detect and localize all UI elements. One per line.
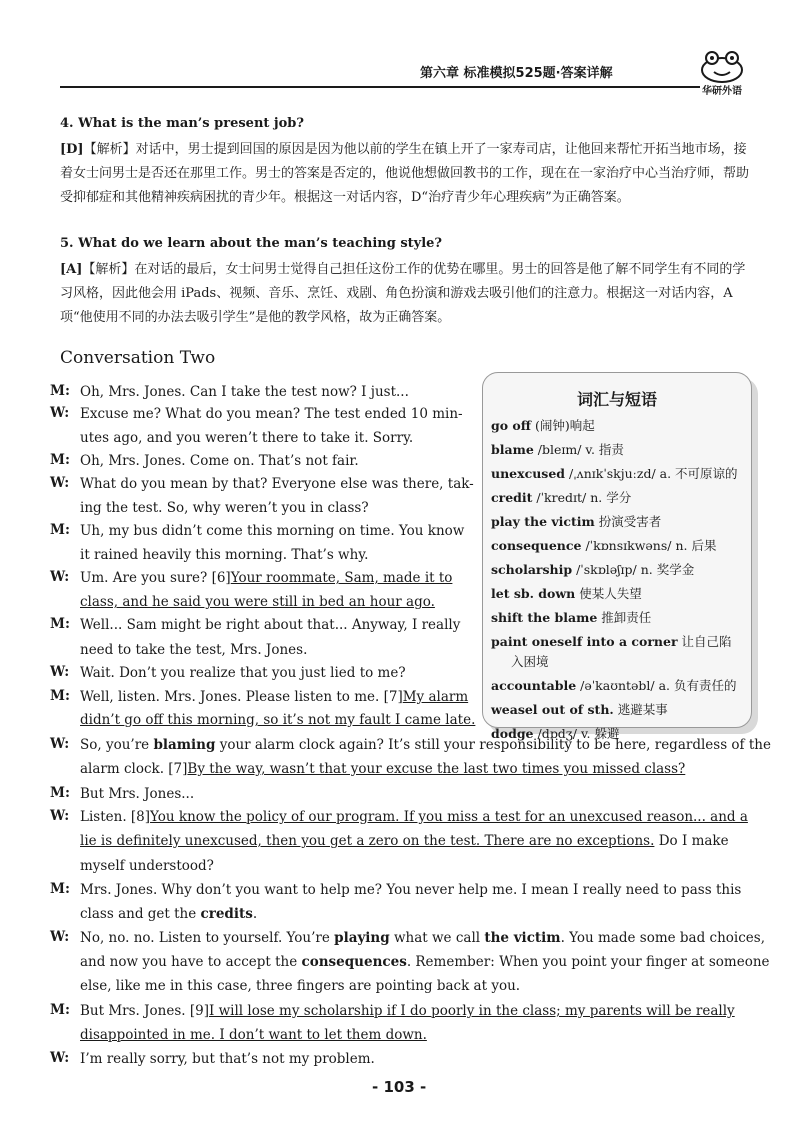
- vocab-definition: (闹钟)响起: [531, 418, 595, 433]
- vocab-highlight: the victim: [484, 930, 561, 946]
- line-text: But Mrs. Jones...: [80, 786, 195, 802]
- vocab-highlight: playing: [334, 930, 390, 946]
- vocab-definition: /ˌʌnɪkˈskjuːzd/ a. 不可原谅的: [565, 466, 738, 481]
- line-text: your alarm clock again? It’s still your responsibility to be here, regardless of the: [215, 737, 771, 753]
- question-5: 5. What do we learn about the man’s teaching style?: [60, 236, 443, 251]
- speaker-label: W:: [50, 736, 70, 752]
- logo-text: 华研外语: [702, 86, 742, 97]
- line-text: What do you mean by that? Everyone else was there, tak-: [80, 476, 474, 492]
- transcript-line: [80, 429, 413, 447]
- line-text: alarm clock. [7]: [80, 761, 188, 777]
- vocab-definition: 使某人失望: [575, 586, 642, 601]
- line-text: Um. Are you sure? [6]: [80, 570, 231, 586]
- transcript-line: [80, 929, 765, 947]
- vocab-highlight: consequences: [301, 954, 407, 970]
- vocab-highlight: credits: [200, 906, 253, 922]
- vocab-word: accountable: [491, 678, 577, 693]
- frog-icon: [694, 48, 750, 84]
- vocab-definition: /dɒdʒ/ v. 躲避: [533, 726, 620, 741]
- transcript-line: [80, 905, 257, 923]
- vocab-definition: 扮演受害者: [594, 514, 662, 529]
- transcript-line: [80, 664, 406, 682]
- vocab-item: [491, 513, 661, 530]
- transcript-line: [80, 1050, 375, 1068]
- vocab-item: [491, 585, 642, 602]
- vocab-item: [491, 609, 651, 626]
- speaker-label: W:: [50, 1050, 70, 1066]
- vocab-word: go off: [491, 418, 532, 433]
- line-text: But Mrs. Jones. [9]: [80, 1003, 209, 1019]
- vocab-word: unexcused: [491, 466, 566, 481]
- underlined-answer-text: didn’t go off this morning, so it’s not my fault I came late.: [80, 712, 476, 728]
- speaker-label: W:: [50, 405, 70, 421]
- vocab-title: 词汇与短语: [576, 390, 657, 409]
- vocab-word: consequence: [491, 538, 582, 553]
- vocab-definition: 让自己陷: [677, 634, 732, 649]
- transcript-line: [80, 569, 452, 587]
- transcript-line: [80, 499, 369, 517]
- answer-5-text: 【解析】在对话的最后，女士问男士觉得自己担任这份工作的优势在哪里。男士的回答是他了解不同学生有不同的学习风格，因此他会用 iPads、视频、音乐、烹饪、戏剧、角色扮演和游戏去吸引他们的注意力。根据这一对话内容，A 项“他使用不同的办法去吸引学生”是他的教学风格，故为正确答案。: [60, 262, 746, 325]
- vocab-word: paint oneself into a corner: [491, 634, 678, 649]
- transcript-line: [80, 522, 464, 540]
- underlined-answer-text: You know the policy of our program. If you miss a test for an unexcused reason... and a: [150, 809, 748, 825]
- underlined-answer-text: Your roommate, Sam, made it to: [230, 570, 453, 586]
- line-text: Mrs. Jones. Why don’t you want to help me? You never help me. I mean I really need to pass this: [80, 882, 742, 898]
- line-text: and now you have to accept the: [80, 954, 302, 970]
- vocab-definition: 入困境: [511, 654, 549, 669]
- line-text: Oh, Mrs. Jones. Can I take the test now? I just...: [80, 384, 409, 400]
- vocab-item: [491, 725, 619, 742]
- conversation-title: Conversation Two: [60, 348, 216, 368]
- transcript-line: [80, 760, 685, 778]
- transcript-line: [80, 616, 460, 634]
- vocab-item: [491, 465, 738, 482]
- line-text: . You made some bad choices,: [560, 930, 766, 946]
- vocab-word: scholarship: [491, 562, 573, 577]
- transcript-line: [80, 641, 307, 659]
- vocab-word: dodge: [491, 726, 534, 741]
- speaker-label: M:: [50, 522, 70, 538]
- vocab-box: [482, 372, 752, 741]
- line-text: Excuse me? What do you mean? The test ended 10 min-: [80, 406, 463, 422]
- vocab-definition: /ˈkɒnsɪkwəns/ n. 后果: [581, 538, 717, 553]
- vocab-definition: /ˈskɒləʃɪp/ n. 奖学金: [572, 562, 695, 577]
- line-text: .: [252, 906, 258, 922]
- speaker-label: M:: [50, 688, 70, 704]
- line-text: Well, listen. Mrs. Jones. Please listen to me. [7]: [80, 689, 403, 705]
- line-text: Well... Sam might be right about that... Anyway, I really: [80, 617, 461, 633]
- line-text: . Remember: When you point your finger at someone: [406, 954, 770, 970]
- page-number: - 103 -: [372, 1078, 427, 1096]
- vocab-word: weasel out of sth.: [491, 702, 614, 717]
- vocab-definition: 逃避某事: [613, 702, 668, 717]
- vocab-item: [491, 701, 668, 718]
- line-text: ing the test. So, why weren’t you in class?: [80, 500, 369, 516]
- underlined-answer-text: My alarm: [402, 689, 469, 705]
- vocab-definition: /əˈkaʊntəbl/ a. 负有责任的: [576, 678, 737, 693]
- vocab-definition: /bleɪm/ v. 指责: [533, 442, 624, 457]
- underlined-answer-text: disappointed in me. I don’t want to let them down.: [80, 1027, 427, 1043]
- line-text: Oh, Mrs. Jones. Come on. That’s not fair.: [80, 453, 359, 469]
- vocab-word: credit: [491, 490, 533, 505]
- underlined-answer-text: lie is definitely unexcused, then you get a zero on the test. There are no exceptions.: [80, 833, 655, 849]
- transcript-line: [80, 475, 474, 493]
- vocab-item: [491, 633, 732, 650]
- transcript-line: [80, 881, 741, 899]
- speaker-label: W:: [50, 808, 70, 824]
- line-text: utes ago, and you weren’t there to take it. Sorry.: [80, 430, 414, 446]
- transcript-line: [80, 1026, 427, 1044]
- line-text: I’m really sorry, but that’s not my problem.: [80, 1051, 375, 1067]
- transcript-line: [80, 688, 468, 706]
- speaker-label: M:: [50, 616, 70, 632]
- line-text: what we call: [389, 930, 485, 946]
- line-text: it rained heavily this morning. That’s why.: [80, 547, 369, 563]
- answer-4-tag: [D]: [60, 142, 84, 157]
- line-text: myself understood?: [80, 858, 214, 874]
- line-text: Do I make: [654, 833, 729, 849]
- vocab-item: [491, 441, 624, 458]
- transcript-line: [80, 452, 359, 470]
- answer-4-text: 【解析】对话中，男士提到回国的原因是因为他以前的学生在镇上开了一家寿司店，让他回来帮忙开拓当地市场，接着女士问男士是否还在那里工作。男士的答案是否定的，他说他想做回教书的工作，现在在一家治疗中心当治疗师，帮助受抑郁症和其他精神疾病困扰的青少年。根据这一对话内容，D“治疗青少年心理疾病”为正确答案。: [60, 142, 750, 205]
- vocab-word: shift the blame: [491, 610, 598, 625]
- speaker-label: M:: [50, 881, 70, 897]
- chapter-header: 第六章 标准模拟525题·答案详解: [420, 66, 613, 81]
- underlined-answer-text: class, and he said you were still in bed an hour ago.: [80, 594, 435, 610]
- transcript-line: [80, 546, 368, 564]
- line-text: Wait. Don’t you realize that you just lied to me?: [80, 665, 406, 681]
- vocab-item: [491, 489, 631, 506]
- transcript-line: [80, 736, 771, 754]
- transcript-line: [80, 711, 475, 729]
- transcript-line: [80, 953, 770, 971]
- speaker-label: W:: [50, 475, 70, 491]
- vocab-highlight: blaming: [153, 737, 216, 753]
- transcript-line: [80, 857, 214, 875]
- speaker-label: M:: [50, 1002, 70, 1018]
- underlined-answer-text: I will lose my scholarship if I do poorly in the class; my parents will be really: [208, 1003, 735, 1019]
- line-text: So, you’re: [80, 737, 154, 753]
- speaker-label: W:: [50, 569, 70, 585]
- transcript-line: [80, 832, 729, 850]
- transcript-line: [80, 593, 435, 611]
- underlined-answer-text: By the way, wasn’t that your excuse the last two times you missed class?: [187, 761, 686, 777]
- speaker-label: M:: [50, 383, 70, 399]
- answer-5: [60, 258, 750, 330]
- answer-5-tag: [A]: [60, 262, 83, 277]
- transcript-line: [80, 977, 520, 995]
- vocab-item: [491, 561, 694, 578]
- line-text: need to take the test, Mrs. Jones.: [80, 642, 308, 658]
- transcript-line: [80, 1002, 735, 1020]
- transcript-line: [80, 808, 748, 826]
- vocab-word: blame: [491, 442, 534, 457]
- speaker-label: W:: [50, 664, 70, 680]
- vocab-item: [511, 653, 549, 670]
- speaker-label: M:: [50, 785, 70, 801]
- speaker-label: M:: [50, 452, 70, 468]
- line-text: Uh, my bus didn’t come this morning on time. You know: [80, 523, 465, 539]
- line-text: Listen. [8]: [80, 809, 151, 825]
- vocab-definition: /ˈkredɪt/ n. 学分: [532, 490, 632, 505]
- question-4: 4. What is the man’s present job?: [60, 116, 305, 131]
- vocab-item: [491, 537, 716, 554]
- answer-4: [60, 138, 750, 210]
- publisher-logo: [694, 48, 750, 98]
- transcript-line: [80, 383, 409, 401]
- vocab-word: play the victim: [491, 514, 595, 529]
- vocab-word: let sb. down: [491, 586, 576, 601]
- line-text: class and get the: [80, 906, 201, 922]
- transcript-line: [80, 405, 463, 423]
- line-text: else, like me in this case, three fingers are pointing back at you.: [80, 978, 521, 994]
- vocab-item: [491, 677, 737, 694]
- line-text: No, no. no. Listen to yourself. You’re: [80, 930, 335, 946]
- vocab-item: [491, 417, 595, 434]
- vocab-definition: 推卸责任: [597, 610, 652, 625]
- header-divider: [60, 86, 700, 88]
- speaker-label: W:: [50, 929, 70, 945]
- transcript-line: [80, 785, 194, 803]
